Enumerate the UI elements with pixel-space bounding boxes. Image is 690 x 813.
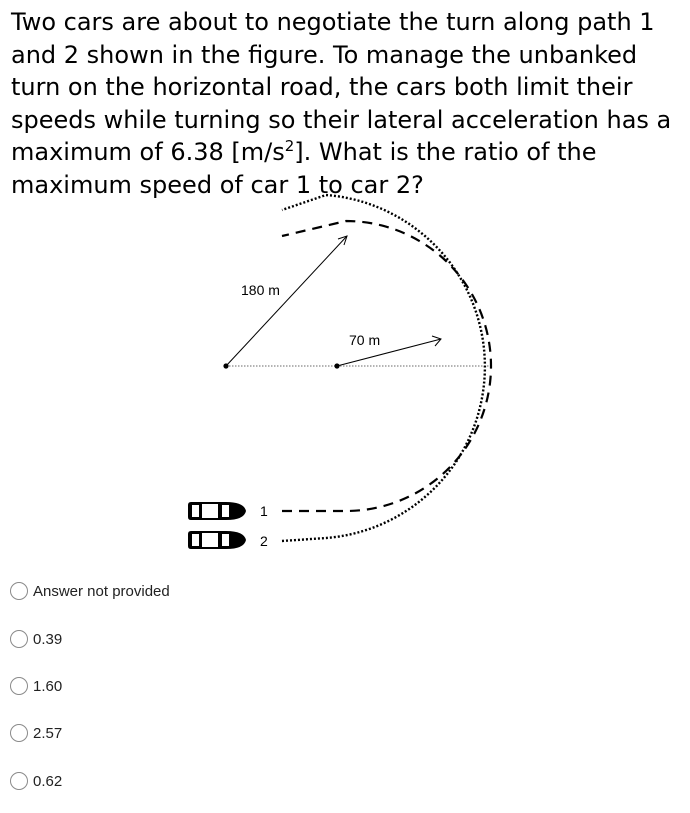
- question-text-part-2: ]. What is the ratio of the maximum speed of car 1 to car 2?: [11, 138, 597, 199]
- path-label-1: 1: [260, 503, 268, 519]
- choice-0-39[interactable]: [10, 630, 62, 648]
- choice-label: 2.57: [33, 724, 63, 742]
- radio-icon[interactable]: [10, 724, 28, 742]
- path-label-2: 2: [260, 533, 268, 549]
- radio-icon[interactable]: [10, 582, 28, 600]
- choice-answer-not-provided[interactable]: [10, 582, 170, 600]
- choice-1-60[interactable]: [10, 677, 62, 695]
- question-text-part-1: Two cars are about to negotiate the turn along path 1 and 2 shown in the figure. To manage the unbanked turn on the horizontal road, the cars both limit their speeds while turning so their lateral acceleration has a maximum of 6.38 [m/s: [11, 8, 672, 166]
- radius-label-70: 70 m: [349, 332, 381, 348]
- choice-label: 0.39: [33, 630, 63, 648]
- radio-icon[interactable]: [10, 677, 28, 695]
- path-2-curve: [282, 195, 485, 541]
- choice-label: 0.62: [33, 772, 63, 790]
- radius-line-180: [226, 236, 347, 366]
- choice-0-62[interactable]: [10, 772, 62, 790]
- question-superscript: 2: [284, 137, 295, 155]
- center-point-1: [223, 363, 228, 368]
- car-2-icon: [188, 531, 246, 549]
- radio-icon[interactable]: [10, 772, 28, 790]
- car-1-icon: [188, 502, 246, 520]
- radius-label-180: 180 m: [241, 282, 280, 298]
- choice-label: 1.60: [33, 677, 63, 695]
- radio-icon[interactable]: [10, 630, 28, 648]
- center-point-2: [334, 363, 339, 368]
- choice-2-57[interactable]: [10, 724, 62, 742]
- choice-label: Answer not provided: [33, 582, 170, 600]
